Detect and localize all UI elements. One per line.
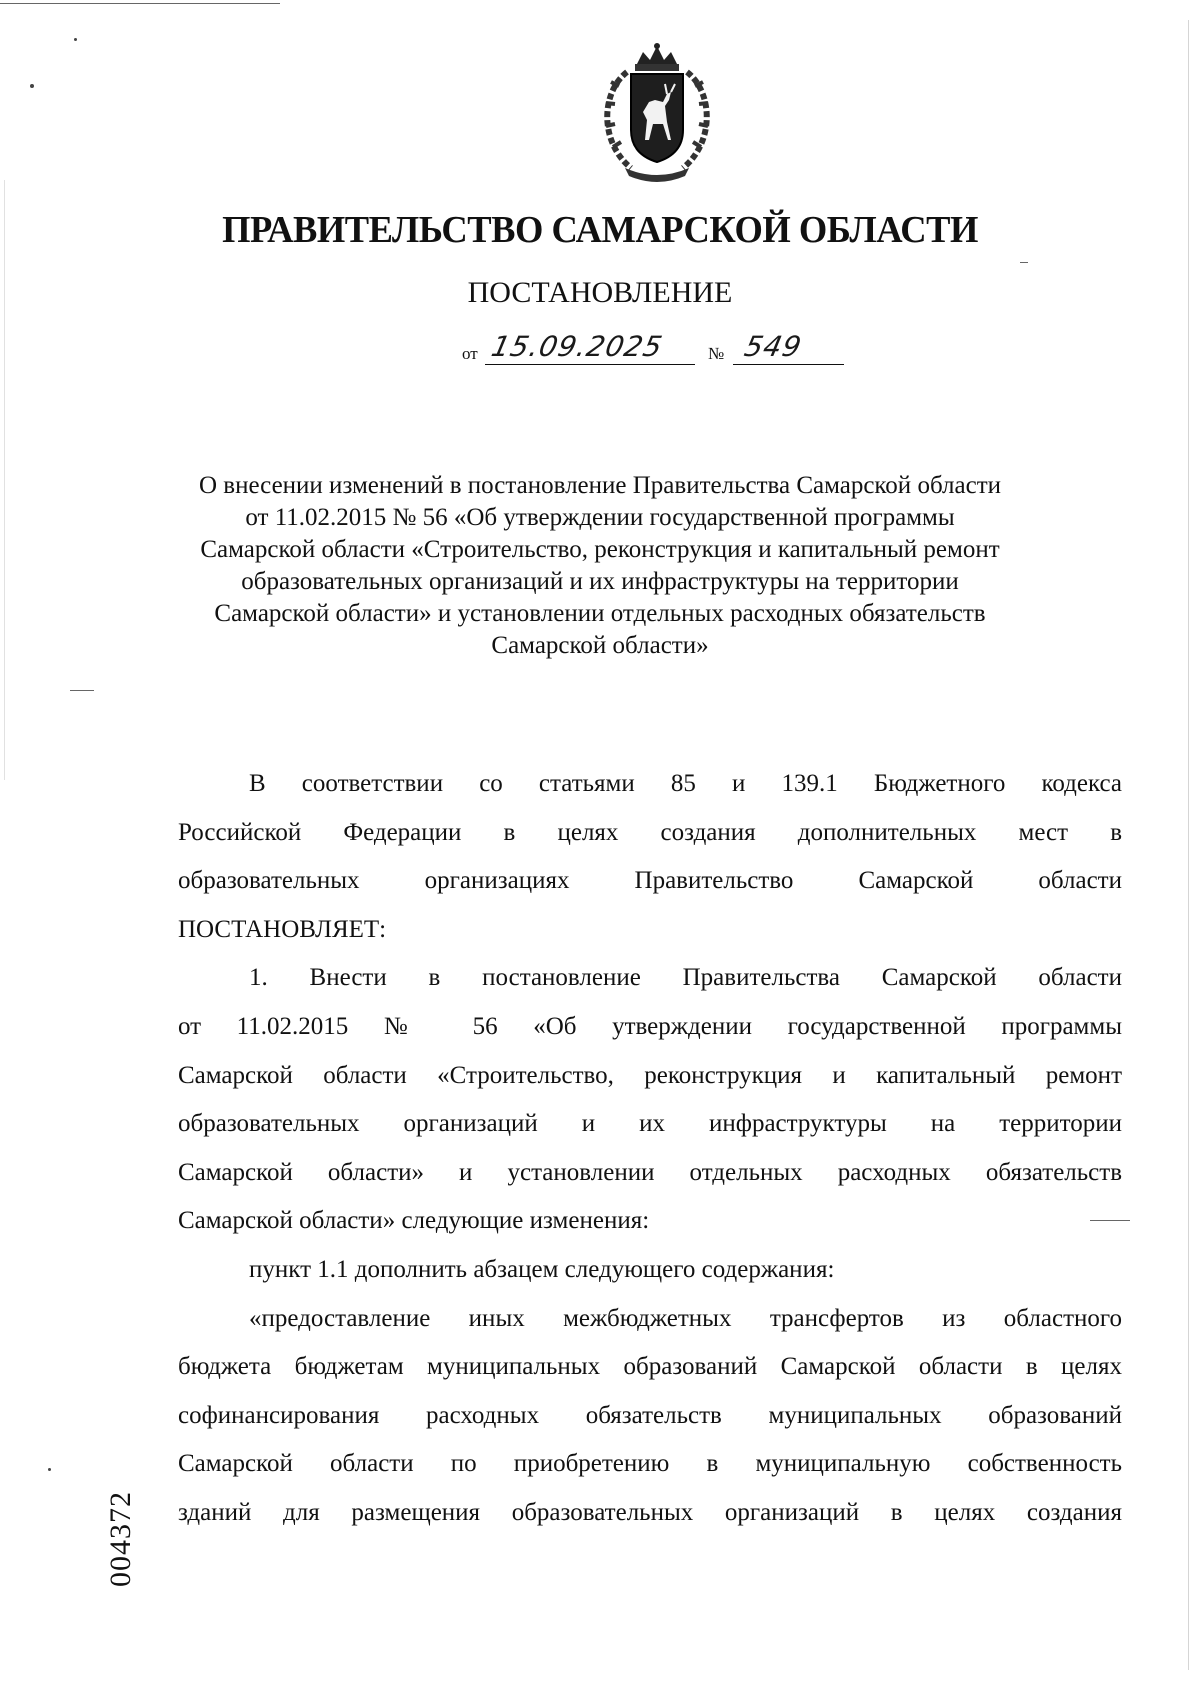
heading-line: образовательных организаций и их инфраструктуры на территории [241, 568, 959, 595]
date-number-line [458, 330, 848, 370]
body-line: ПОСТАНОВЛЯЕТ: [178, 915, 387, 943]
body-line: образовательных организациях Правительство Самарской области [178, 867, 1122, 895]
document-body [178, 760, 1122, 1538]
body-line: Самарской области» следующие изменения: [178, 1207, 650, 1235]
body-line: образовательных организаций и их инфраструктуры на территории [178, 1110, 1122, 1138]
heading-line: от 11.02.2015 № 56 «Об утверждении государственной программы [245, 504, 955, 531]
body-line: Российской Федерации в целях создания дополнительных мест в [178, 818, 1122, 846]
body-line: Самарской области» и установлении отдельных расходных обязательств [178, 1158, 1122, 1186]
body-line: «предоставление иных межбюджетных трансфертов из областного [249, 1304, 1122, 1332]
heading-line: Самарской области «Строительство, реконструкция и капитальный ремонт [200, 536, 1000, 563]
body-line: Самарской области по приобретению в муниципальную собственность [178, 1450, 1122, 1478]
body-line: пункт 1.1 дополнить абзацем следующего содержания: [249, 1255, 835, 1283]
scan-dash [1020, 262, 1028, 263]
body-line: от 11.02.2015 № 56 «Об утверждении государственной программы [178, 1012, 1122, 1040]
registration-number: 004372 [104, 1491, 137, 1587]
scan-speck [74, 38, 77, 41]
scan-speck [48, 1468, 51, 1471]
government-title: ПРАВИТЕЛЬСТВО САМАРСКОЙ ОБЛАСТИ [222, 209, 978, 251]
body-line: В соответствии со статьями 85 и 139.1 Бюджетного кодекса [249, 770, 1122, 797]
handwritten-date: 15.09.2025 [488, 330, 666, 363]
scan-edge-line [4, 180, 5, 780]
body-line: софинансирования расходных обязательств муниципальных образований [178, 1401, 1122, 1429]
document-heading [150, 470, 1050, 662]
scan-edge-line [1188, 20, 1189, 1670]
body-line: 1. Внести в постановление Правительства Самарской области [249, 964, 1122, 992]
body-line: Самарской области «Строительство, реконструкция и капитальный ремонт [178, 1061, 1122, 1089]
heading-line: О внесении изменений в постановление Правительства Самарской области [198, 472, 1002, 499]
date-prefix: от [462, 344, 478, 363]
scan-speck [30, 84, 34, 88]
heading-line: Самарской области» и установлении отдельных расходных обязательств [214, 600, 986, 627]
body-line: бюджета бюджетам муниципальных образований Самарской области в целях [178, 1353, 1122, 1381]
handwritten-number: 549 [741, 330, 805, 363]
body-line: зданий для размещения образовательных организаций в целях создания [178, 1498, 1122, 1526]
heading-line: Самарской области» [491, 632, 709, 659]
number-underline [733, 364, 844, 365]
scan-edge-line [0, 3, 280, 4]
coat-of-arms-emblem [591, 42, 723, 182]
date-underline [485, 364, 695, 365]
document-type: ПОСТАНОВЛЕНИЕ [467, 276, 733, 309]
scan-dash [70, 690, 94, 691]
number-prefix: № [708, 344, 725, 363]
